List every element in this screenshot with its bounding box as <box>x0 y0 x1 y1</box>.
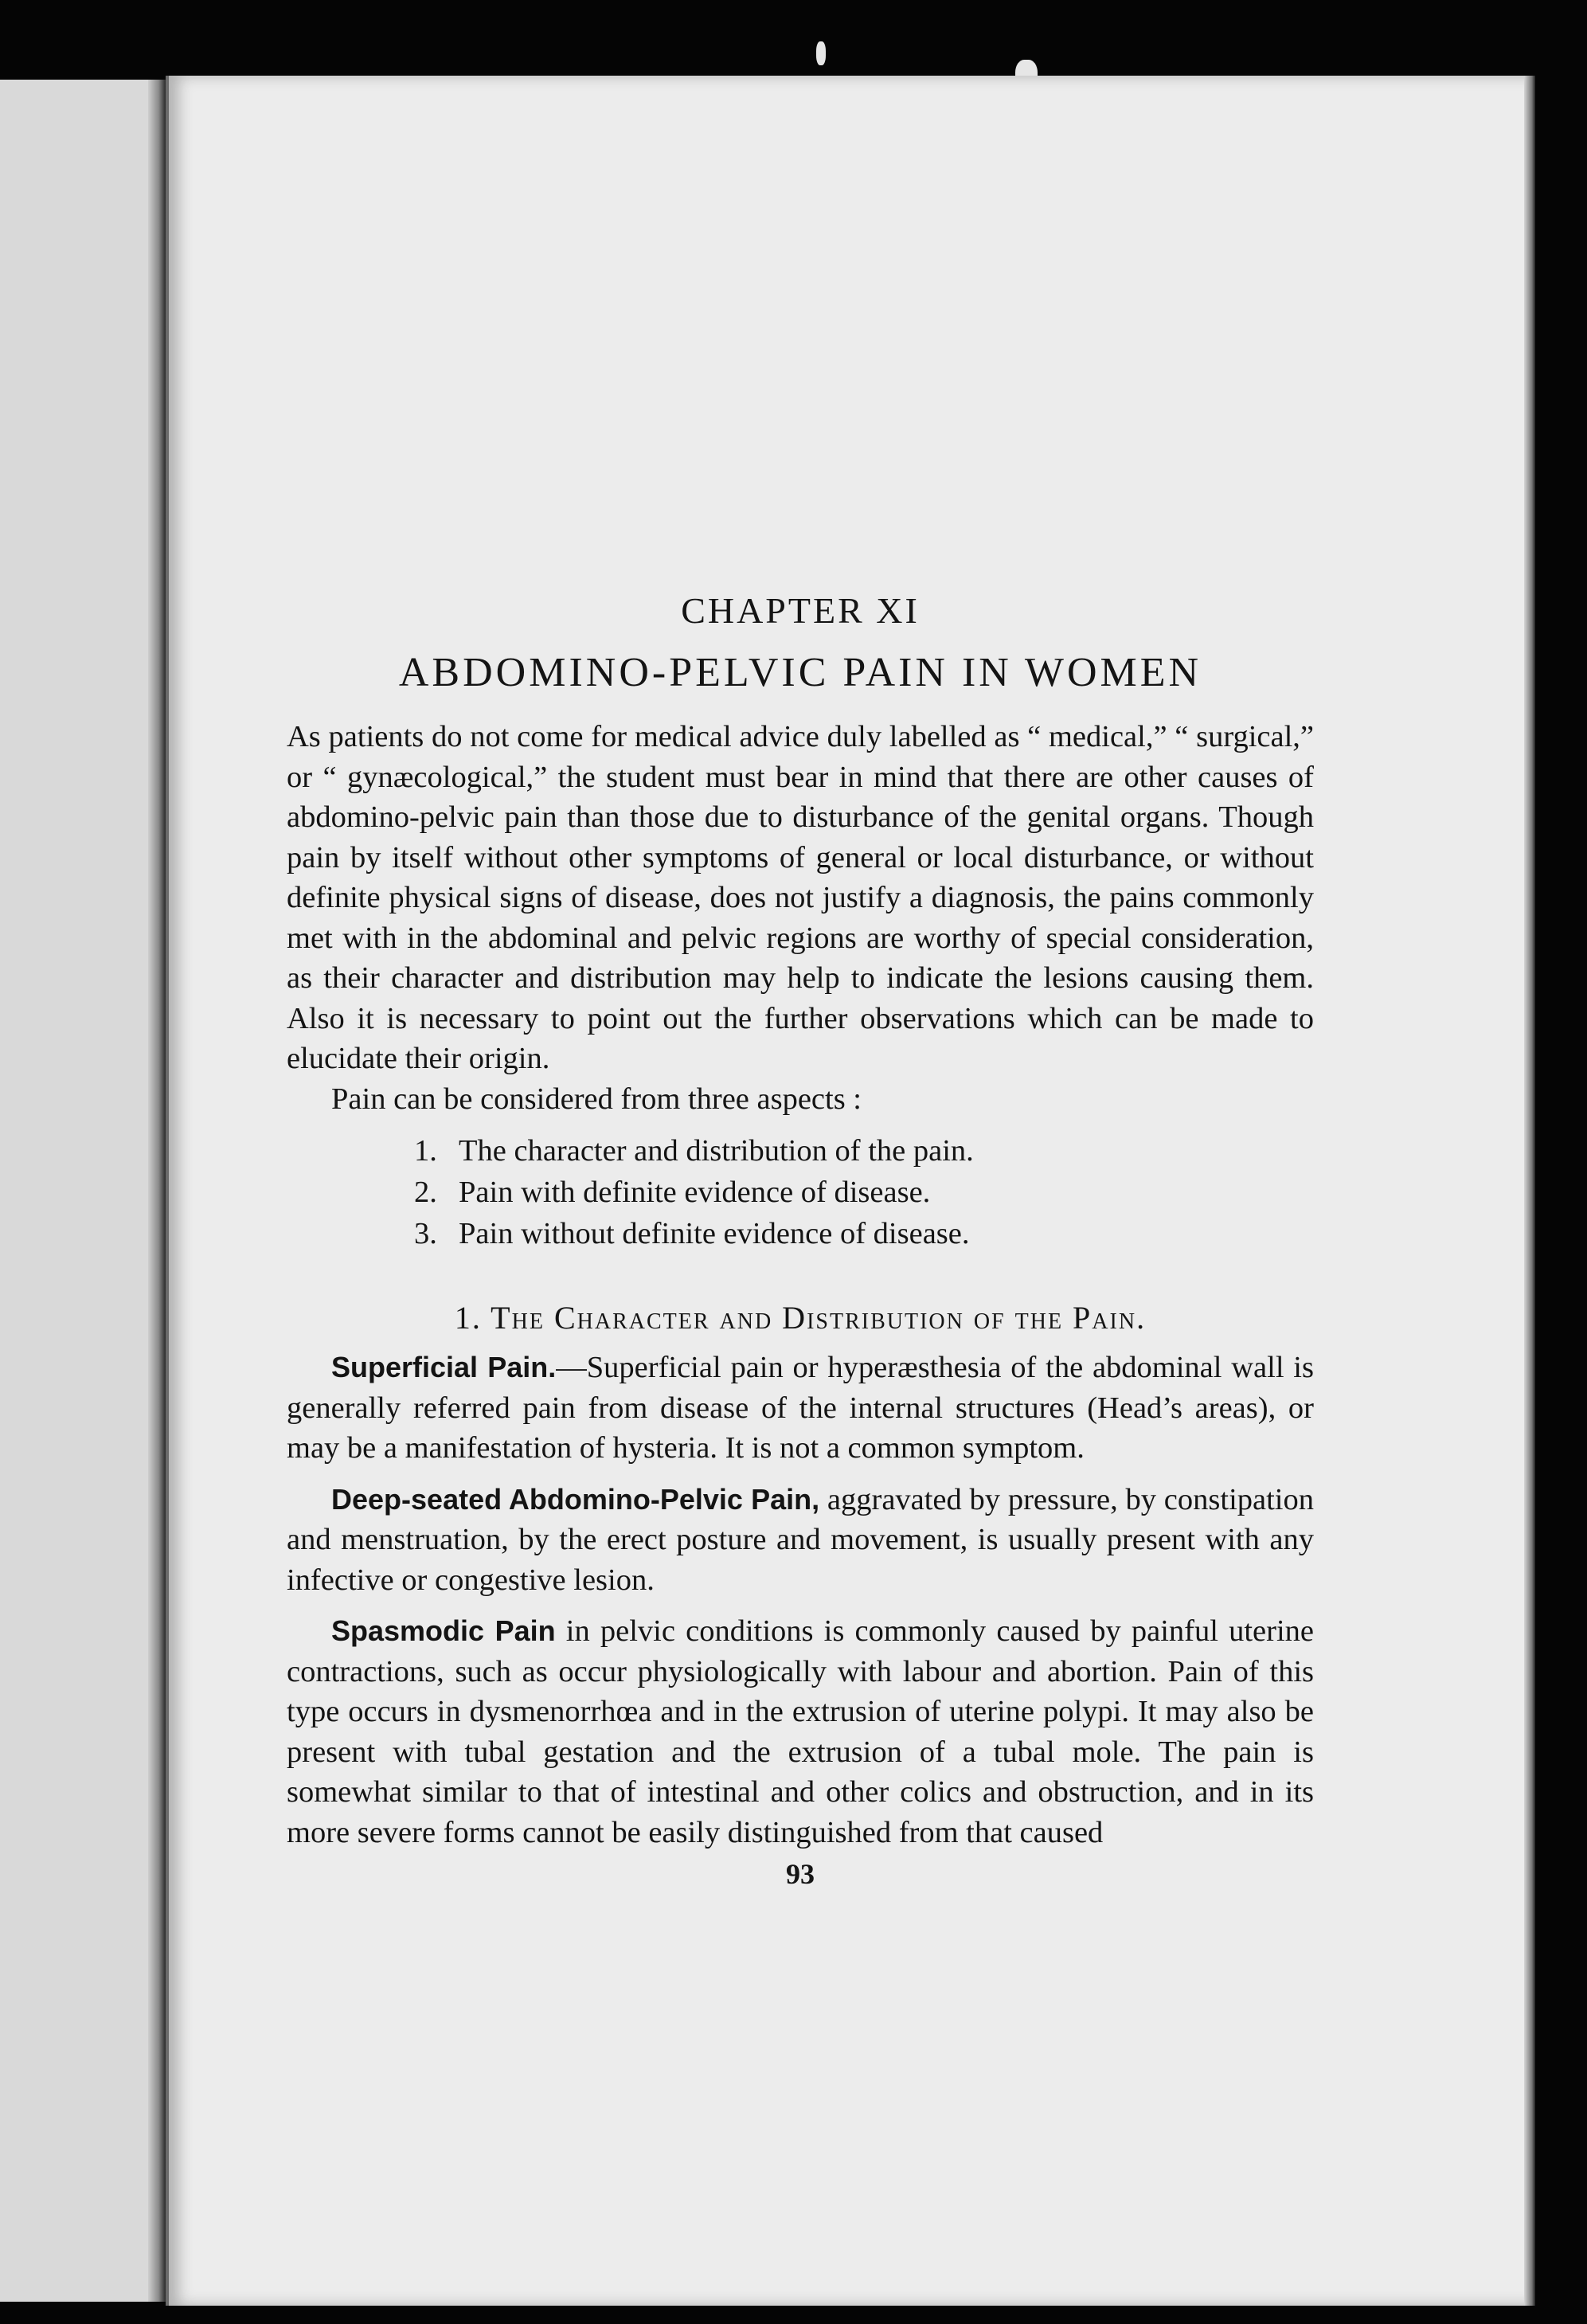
book-page <box>166 76 1530 2306</box>
section-heading: 1. The Character and Distribution of the Pain. <box>454 1300 1147 1336</box>
scan-speck <box>816 41 826 65</box>
paragraph-text: —Superficial pain or hyperæsthesia of the abdominal wall is generally referred pain from disease of the internal structures (Head’s areas), or may be a manifestation of hysteria. It is not a common symptom. <box>287 1351 1314 1465</box>
list-item-number: 3. <box>414 1217 437 1250</box>
chapter-number: CHAPTER XI <box>681 590 920 631</box>
aspects-list <box>287 1130 1314 1254</box>
chapter-title: ABDOMINO-PELVIC PAIN IN WOMEN <box>398 650 1202 695</box>
paragraph-spasmodic-pain <box>287 1611 1314 1853</box>
paragraph-term: Superficial Pain. <box>331 1351 557 1383</box>
intro-paragraph: As patients do not come for medical advice duly labelled as “ medical,” “ surgical,” or “ gynæcological,” the student must bear in mind that there are other causes of abdomino-pelvic pain than those due to disturbance of the genital organs. Though pain by itself without other symptoms of general or local disturbance, or without definite physical signs of disease, does not justify a diagnosis, the pains commonly met with in the abdominal and pelvic regions are worthy of special consideration, as their character and distribution may help to indicate the lesions causing them. Also it is necessary to point out the further observations which can be made to elucidate their origin. <box>287 720 1314 1075</box>
list-item-number: 2. <box>414 1176 437 1209</box>
list-item-text: Pain without definite evidence of disease. <box>459 1217 970 1250</box>
paragraph-term: Spasmodic Pain <box>331 1614 556 1647</box>
list-item <box>414 1172 1314 1213</box>
list-item-text: Pain with definite evidence of disease. <box>459 1176 931 1209</box>
page-content <box>287 589 1314 1891</box>
aspects-intro: Pain can be considered from three aspects : <box>331 1082 862 1116</box>
paragraph-text: in pelvic conditions is commonly caused by painful uterine contractions, such as occur physiologically with labour and abortion. Pain of this type occurs in dysmenorrhœa and in the extrusion of uterine polypi. It may also be present with tubal gestation and the extrusion of a tubal mole. The pain is somewhat similar to that of intestinal and other colics and obstruction, and in its more severe forms cannot be easily distinguished from that caused <box>287 1614 1314 1849</box>
paragraph-deep-seated-pain <box>287 1480 1314 1601</box>
paragraph-term: Deep-seated Abdomino-Pelvic Pain, <box>331 1482 820 1516</box>
page-number: 93 <box>786 1858 815 1890</box>
list-item <box>414 1130 1314 1172</box>
list-item <box>414 1213 1314 1254</box>
left-page-edge <box>0 80 166 2302</box>
paragraph-text: aggravated by pressure, by constipation and menstruation, by the erect posture and movement, is usually present with any infective or congestive lesion. <box>287 1482 1314 1597</box>
paragraph-superficial-pain <box>287 1348 1314 1469</box>
list-item-text: The character and distribution of the pain. <box>459 1134 974 1168</box>
list-item-number: 1. <box>414 1134 437 1168</box>
